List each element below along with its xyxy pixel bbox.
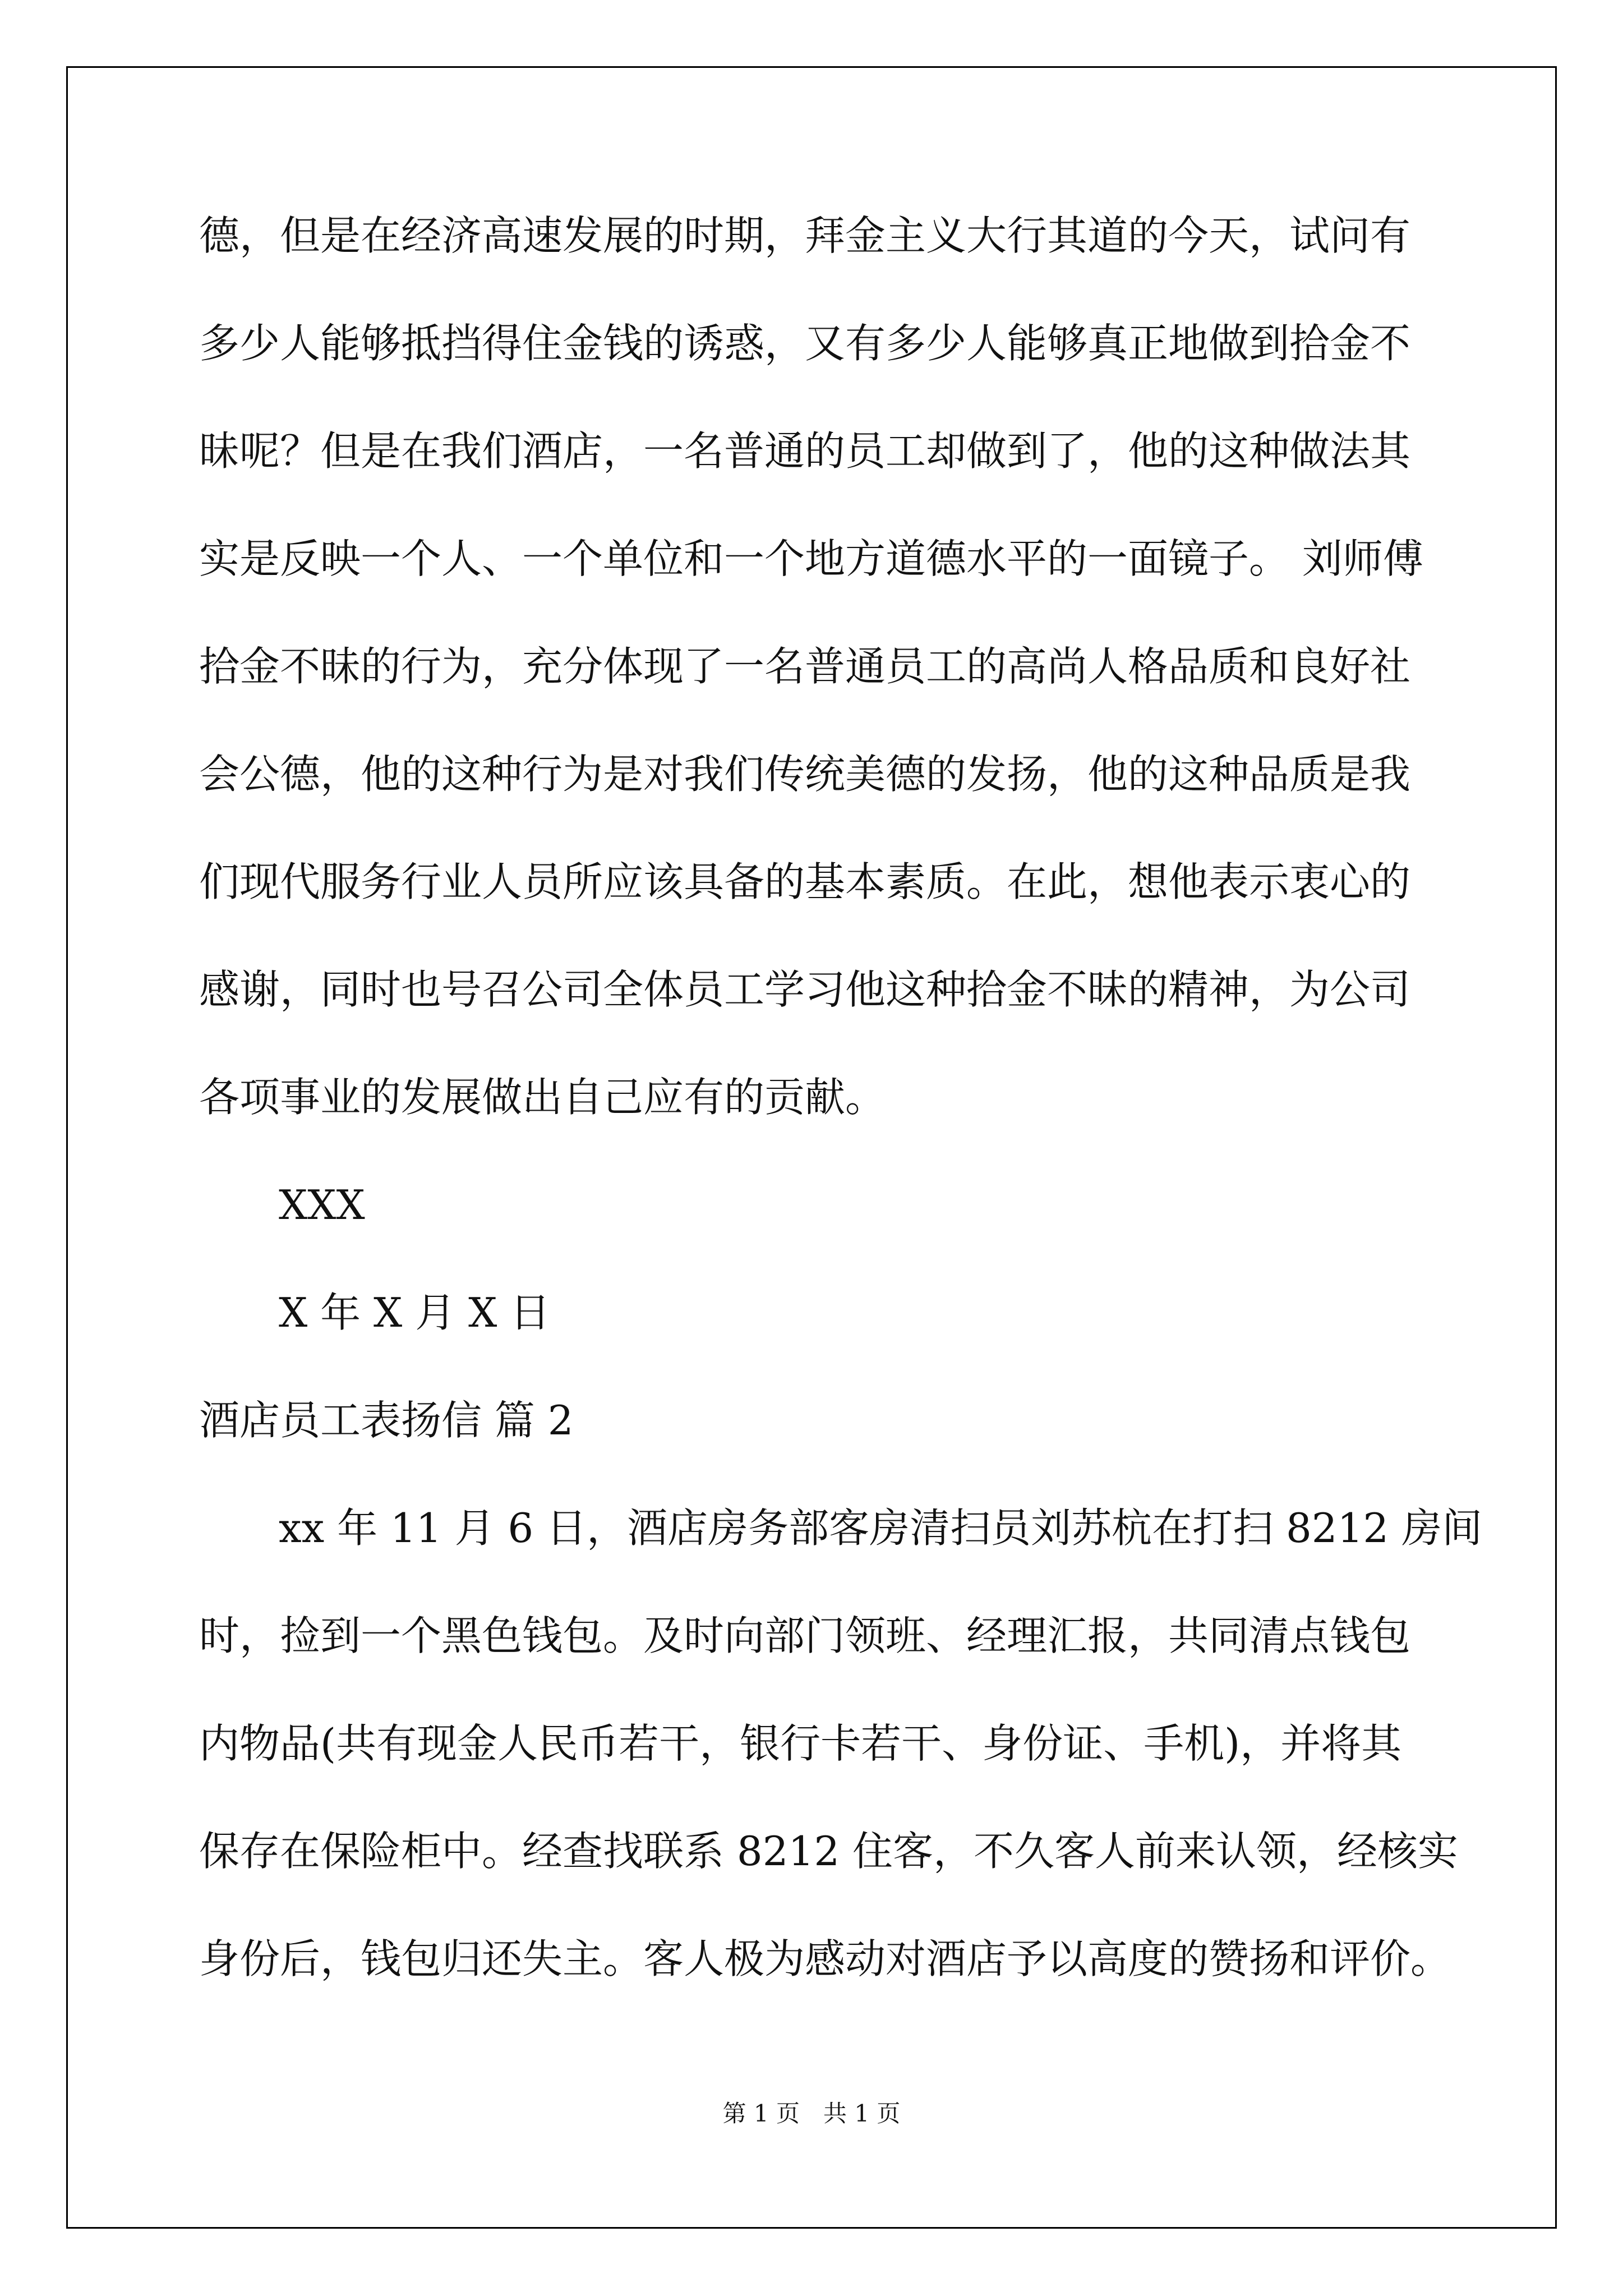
page-footer: 第 1 页 共 1 页 xyxy=(722,2100,901,2127)
signature: XXX xyxy=(279,1181,365,1228)
paragraph1-line-6: 会公德，他的这种行为是对我们传统美德的发扬，他的这种品质是我 xyxy=(199,751,1411,798)
date: X 年 X 月 X 日 xyxy=(279,1289,551,1336)
paragraph2-line-2: 时，捡到一个黑色钱包。及时向部门领班、经理汇报，共同清点钱包 xyxy=(199,1612,1411,1659)
paragraph1-line-9: 各项事业的发展做出自己应有的贡献。 xyxy=(199,1074,886,1121)
paragraph2-line-4: 保存在保险柜中。经查找联系 8212 住客，不久客人前来认领，经核实 xyxy=(199,1828,1459,1875)
paragraph1-line-3: 昧呢？但是在我们酒店，一名普通的员工却做到了，他的这种做法其 xyxy=(199,427,1411,475)
section-heading: 酒店员工表扬信 篇 2 xyxy=(199,1397,574,1444)
paragraph1-line-8: 感谢，同时也号召公司全体员工学习他这种拾金不昧的精神，为公司 xyxy=(199,966,1411,1013)
paragraph1-line-4: 实是反映一个人、一个单位和一个地方道德水平的一面镜子。 刘师傅 xyxy=(199,535,1423,582)
paragraph1-line-1: 德，但是在经济高速发展的时期，拜金主义大行其道的今天，试问有 xyxy=(199,212,1411,259)
paragraph2-line-5: 身份后，钱包归还失主。客人极为感动对酒店予以高度的赞扬和评价。 xyxy=(199,1935,1451,1982)
paragraph2-line-3: 内物品(共有现金人民币若干，银行卡若干、身份证、手机)，并将其 xyxy=(199,1720,1402,1767)
paragraph1-line-7: 们现代服务行业人员所应该具备的基本素质。在此，想他表示衷心的 xyxy=(199,858,1411,905)
paragraph2-line-1: xx 年 11 月 6 日，酒店房务部客房清扫员刘苏杭在打扫 8212 房间 xyxy=(279,1504,1483,1552)
paragraph1-line-5: 拾金不昧的行为，充分体现了一名普通员工的高尚人格品质和良好社 xyxy=(199,643,1411,690)
paragraph1-line-2: 多少人能够抵挡得住金钱的诱惑，又有多少人能够真正地做到拾金不 xyxy=(199,320,1411,367)
page-frame xyxy=(66,66,1557,2229)
